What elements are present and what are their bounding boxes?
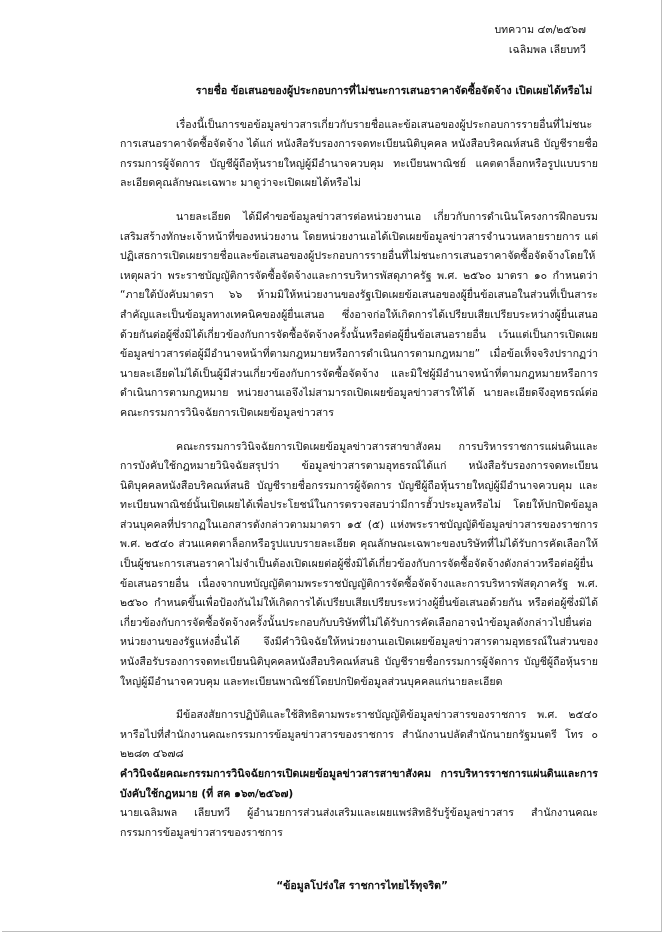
author-line: นายเฉลิมพล เลียบทวี ผู้อำนวยการส่วนส่งเสริมและเผยแพร่สิทธิรับรู้ข้อมูลข่าวสาร สำนักงานคณะกรรมการข้อมูลข่าวสารของราชการ <box>120 807 598 839</box>
article-title: รายชื่อ ข้อเสนอของผู้ประกอบการที่ไม่ชนะการเสนอราคาจัดซื้อจัดจ้าง เปิดเผยได้หรือไม่ <box>195 85 593 97</box>
paragraph-contact: มีข้อสงสัยการปฏิบัติและใช้สิทธิตามพระราชบัญญัติข้อมูลข่าวสารของราชการ พ.ศ. ๒๕๔๐ หารือไปที่สำนักงานคณะกรรมการข้อมูลข่าวสารของราชการ สำนักงานปลัดสำนักนายกรัฐมนตรี โทร ๐ ๒๒๘๓ ๔๖๗๘ <box>120 709 598 761</box>
ruling-reference: คำวินิจฉัยคณะกรรมการวินิจฉัยการเปิดเผยข้อมูลข่าวสารสาขาสังคม การบริหารราชการแผ่นดินและการบังคับใช้กฎหมาย (ที่ สค ๑๖๓/๒๕๖๗) <box>120 768 598 800</box>
paragraph-case: นายละเอียด ได้มีคำขอข้อมูลข่าวสารต่อหน่วยงานเอ เกี่ยวกับการดำเนินโครงการฝึกอบรมเสริมสร้างทักษะเจ้าหน้าที่ของหน่วยงาน โดยหน่วยงานเอได้เปิดเผยข้อมูลข่าวสารจำนวนหลายรายการ แต่ปฏิเสธการเปิดเผยรายชื่อและข้อเสนอของผู้ประกอบการรายอื่นที่ไม่ชนะการเสนอราคาจัดซื้อจัดจ้างโดยให้เหตุผลว่า พระราชบัญญัติการจัดซื้อจัดจ้างและการบริหารพัสดุภาครัฐ พ.ศ. ๒๕๖๐ มาตรา ๑๐ กำหนดว่า “ภายใต้บังคับมาตรา ๖๖ ห้ามมิให้หน่วยงานของรัฐเปิดเผยข้อเสนอของผู้ยื่นข้อเสนอในส่วนที่เป็นสาระสำคัญและเป็นข้อมูลทางเทคนิคของผู้ยื่นเสนอ ซึ่งอาจก่อให้เกิดการได้เปรียบเสียเปรียบระหว่างผู้ยื่นเสนอด้วยกันต่อผู้ซึ่งมิได้เกี่ยวข้องกับการจัดซื้อจัดจ้างครั้งนั้นหรือต่อผู้ยื่นข้อเสนอรายอื่น เว้นแต่เป็นการเปิดเผยข้อมูลข่าวสารต่อผู้มีอำนาจหน้าที่ตามกฎหมายหรือการดำเนินการตามกฎหมาย” เมื่อข้อเท็จจริงปรากฏว่านายละเอียดไม่ได้เป็นผู้มีส่วนเกี่ยวข้องกับการจัดซื้อจัดจ้าง และมิใช่ผู้มีอำนาจหน้าที่ตามกฎหมายหรือการดำเนินการตามกฎหมาย หน่วยงานเอจึงไม่สามารถเปิดเผยข้อมูลข่าวสารให้ได้ นายละเอียดจึงอุทธรณ์ต่อคณะกรรมการวินิจฉัยการเปิดเผยข้อมูลข่าวสาร <box>120 210 598 419</box>
slogan: “ข้อมูลโปร่งใส ราชการไทยไร้ทุจริต” <box>276 880 448 893</box>
article-number: บทความ ๔๓/๒๕๖๗ <box>494 24 586 36</box>
paragraph-decision: คณะกรรมการวินิจฉัยการเปิดเผยข้อมูลข่าวสารสาขาสังคม การบริหารราชการแผ่นดินและการบังคับใช้กฎหมายวินิจฉัยสรุปว่า ข้อมูลข่าวสารตามอุทธรณ์ได้แก่ หนังสือรับรองการจดทะเบียนนิติบุคคลหนังสือบริคณห์สนธิ บัญชีรายชื่อกรรมการผู้จัดการ บัญชีผู้ถือหุ้นรายใหญ่ผู้มีอำนาจควบคุม และทะเบียนพาณิชย์นั้นเปิดเผยได้เพื่อประโยชน์ในการตรวจสอบว่ามีการฮั้วประมูลหรือไม่ โดยให้ปกปิดข้อมูลส่วนบุคคลที่ปรากฏในเอกสารดังกล่าวตามมาตรา ๑๕ (๕) แห่งพระราชบัญญัติข้อมูลข่าวสารของราชการ พ.ศ. ๒๕๔๐ ส่วนแคตตาล็อกหรือรูปแบบรายละเอียด คุณลักษณะเฉพาะของบริษัทที่ไม่ได้รับการคัดเลือกให้เป็นผู้ชนะการเสนอราคาไม่จำเป็นต้องเปิดเผยต่อผู้ซึ่งมิได้เกี่ยวข้องกับการจัดซื้อจัดจ้างดังกล่าวหรือต่อผู้ยื่นข้อเสนอรายอื่น เนื่องจากบทบัญญัติตามพระราชบัญญัติการจัดซื้อจัดจ้างและการบริหารพัสดุภาครัฐ พ.ศ. ๒๕๖๐ กำหนดขึ้นเพื่อป้องกันไม่ให้เกิดการได้เปรียบเสียเปรียบระหว่างผู้ยื่นข้อเสนอด้วยกัน หรือต่อผู้ซึ่งมิได้เกี่ยวข้องกับการจัดซื้อจัดจ้างครั้งนั้นประกอบกับบริษัทที่ไม่ได้รับการคัดเลือกอาจนำข้อมูลดังกล่าวไปยื่นต่อหน่วยงานของรัฐแห่งอื่นได้ จึงมีคำวินิจฉัยให้หน่วยงานเอเปิดเผยข้อมูลข่าวสารตามอุทธรณ์ในส่วนของหนังสือรับรองการจดทะเบียนนิติบุคคลหนังสือบริคณห์สนธิ บัญชีรายชื่อกรรมการผู้จัดการ บัญชีผู้ถือหุ้นรายใหญ่ผู้มีอำนาจควบคุม และทะเบียนพาณิชย์โดยปกปิดข้อมูลส่วนบุคคลแก่นายละเอียด <box>120 440 598 688</box>
paragraph-intro: เรื่องนี้เป็นการขอข้อมูลข่าวสารเกี่ยวกับรายชื่อและข้อเสนอของผู้ประกอบการรายอื่นที่ไม่ชนะการเสนอราคาจัดซื้อจัดจ้าง ได้แก่ หนังสือรับรองการจดทะเบียนนิติบุคคล หนังสือบริคณห์สนธิ บัญชีรายชื่อกรรมการผู้จัดการ บัญชีผู้ถือหุ้นรายใหญ่ผู้มีอำนาจควบคุม ทะเบียนพาณิชย์ แคตตาล็อกหรือรูปแบบรายละเอียดคุณลักษณะเฉพาะ มาดูว่าจะเปิดเผยได้หรือไม่ <box>120 118 598 190</box>
article-author: เฉลิมพล เลียบทวี <box>508 44 586 56</box>
article-header <box>120 20 586 60</box>
